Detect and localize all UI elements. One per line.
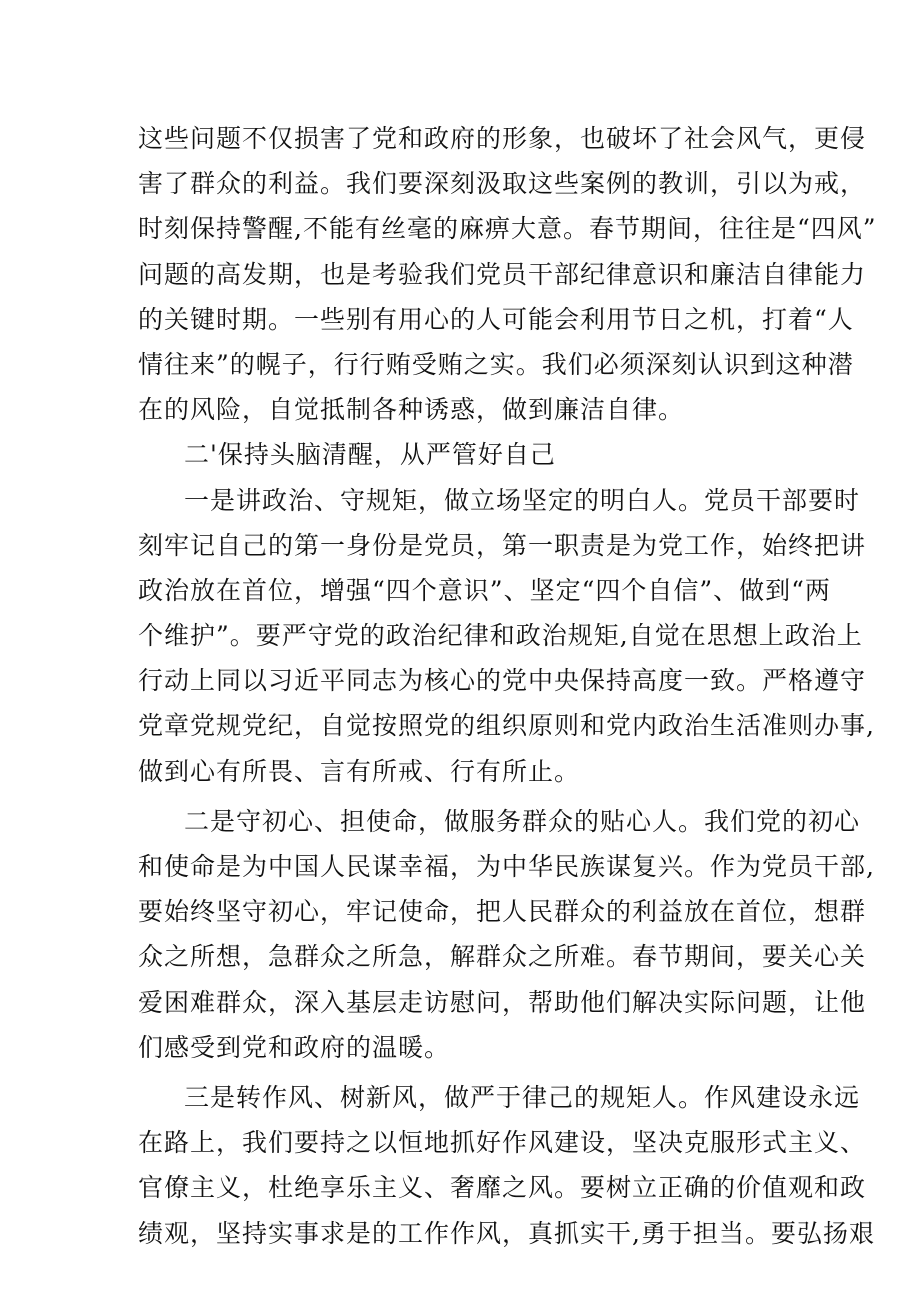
text-line: 爱困难群众，深入基层走访慰问，帮助他们解决实际问题，让他 [138, 987, 867, 1017]
text-line: 官僚主义，杜绝享乐主义、奢靡之风。要树立正确的价值观和政 [138, 1173, 867, 1203]
text-line: 做到心有所畏、言有所戒、行有所止。 [138, 756, 581, 786]
section-heading-2 [138, 432, 798, 477]
text-line: 情往来”的幌子，行行贿受贿之实。我们必须深刻认识到这种潜 [138, 349, 854, 379]
text-line: 刻牢记自己的第一身份是党员，第一职责是为党工作，始终把讲 [138, 530, 867, 560]
text-line: 时刻保持警醒,不能有丝毫的麻痹大意。春节期间，往往是“四风” [138, 214, 877, 244]
paragraph-p1 [138, 116, 877, 432]
paragraph-p4 [138, 1075, 875, 1256]
text-line: 二是守初心、担使命，做服务群众的贴心人。我们党的初心 [184, 806, 861, 836]
paragraph-p3 [138, 799, 875, 1070]
document-body [138, 116, 877, 1256]
text-line: 行动上同以习近平同志为核心的党中央保持高度一致。严格遵守 [138, 666, 867, 696]
text-line: 在的风险，自觉抵制各种诱惑，做到廉洁自律。 [138, 395, 685, 425]
heading-text: 二'保持头脑清醒，从严管好自己 [184, 440, 556, 470]
text-line: 要始终坚守初心，牢记使命，把人民群众的利益放在首位，想群 [138, 897, 867, 927]
text-line: 绩观，坚持实事求是的工作作风，真抓实干,勇于担当。要弘扬艰 [138, 1218, 875, 1248]
text-line: 政治放在首位，增强“四个意识”、坚定“四个自信”、做到“两 [138, 575, 831, 605]
text-line: 的关键时期。一些别有用心的人可能会利用节日之机，打着“人 [138, 304, 854, 334]
text-line: 这些问题不仅损害了党和政府的形象，也破坏了社会风气，更侵 [138, 124, 867, 153]
text-line: 们感受到党和政府的温暖。 [138, 1032, 451, 1062]
text-line: 在路上，我们要持之以恒地抓好作风建设，坚决克服形式主义、 [138, 1128, 867, 1158]
text-line: 众之所想，急群众之所急，解群众之所难。春节期间，要关心关 [138, 942, 867, 972]
text-line: 问题的高发期，也是考验我们党员干部纪律意识和廉洁自律能力 [138, 259, 867, 289]
text-line: 和使命是为中国人民谋幸福，为中华民族谋复兴。作为党员干部, [138, 852, 875, 881]
text-line: 一是讲政治、守规矩，做立场坚定的明白人。党员干部要时 [184, 485, 861, 515]
text-line: 党章党规党纪，自觉按照党的组织原则和党内政治生活准则办事, [138, 711, 875, 741]
text-line: 个维护”。要严守党的政治纪律和政治规矩,自觉在思想上政治上 [138, 621, 863, 651]
text-line: 三是转作风、树新风，做严于律己的规矩人。作风建设永远 [184, 1082, 861, 1112]
paragraph-p2 [138, 478, 875, 794]
text-line: 害了群众的利益。我们要深刻汲取这些案例的教训，引以为戒， [138, 169, 867, 199]
